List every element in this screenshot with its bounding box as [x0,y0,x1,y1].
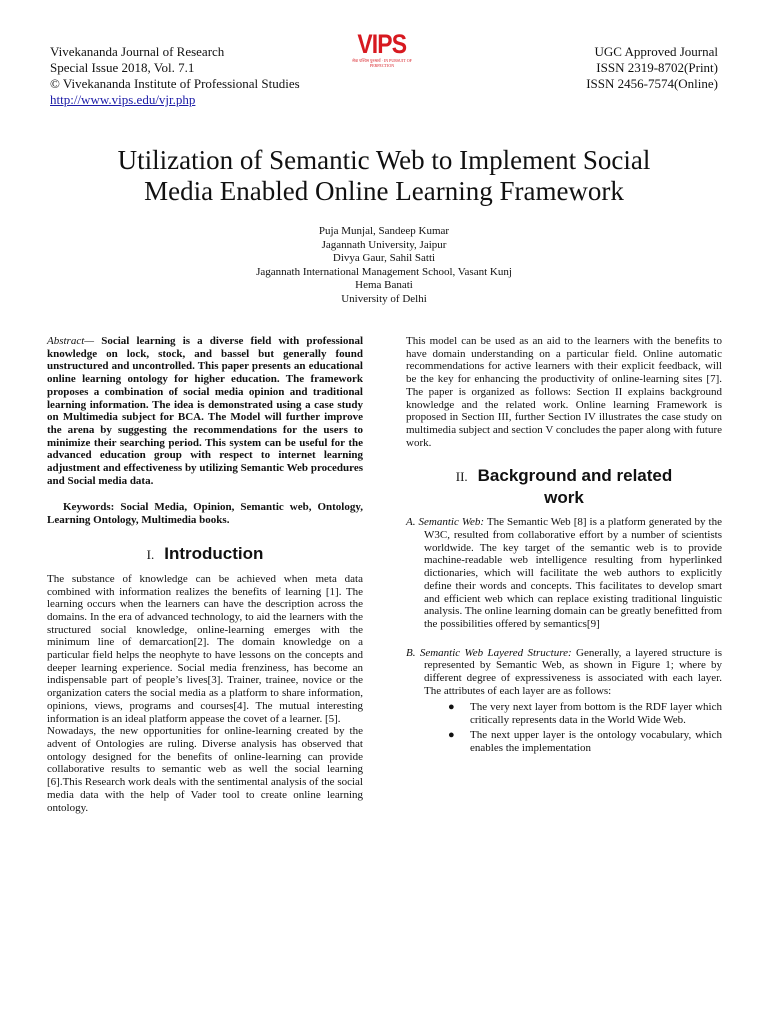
section-title-line-1: Background and related [477,466,673,486]
journal-header-left [50,44,300,108]
abstract-label: Abstract— [47,335,95,347]
logo-text: VIPS [357,29,407,59]
list-item [448,728,722,754]
layer-list [406,701,722,754]
title-line-1: Utilization of Semantic Web to Implement Social [117,145,651,175]
bullet-icon: ● [448,701,455,714]
section-title-line-2: work [544,488,584,508]
author-block [0,225,768,306]
journal-header-right [586,44,718,92]
affiliation-2: Jagannath International Management School, Vasant Kunj [256,265,512,278]
journal-link[interactable]: http://www.vips.edu/vjr.php [50,92,196,107]
subsection-a [406,516,722,630]
affiliation-3: University of Delhi [341,292,427,305]
journal-copyright: © Vivekananda Institute of Professional Studies [50,76,300,91]
authors-1: Puja Munjal, Sandeep Kumar [318,225,450,237]
intro-paragraph-1: The substance of knowledge can be achieved when meta data combined with information realizes the benefits of learning [1]. The learning occurs when the learners can have the description across the domains. In the era of advanced technology, to aid the learners with the structured social knowledge, online-learning emerges with the minimum line of demarcation[2]. The domain knowledge on a particular field helps the neophyte to have lessons on the concepts and deeper learning experience. Social media frenziness, has become an indispensable part of people’s lives[3]. Trainer, trainee, novice or the organization caters the social media as a platform to share information, opinions, views, programs and courses[4]. The mutual interesting information is an ideal platform appease the covet of a learner. [5]. [47,572,363,725]
affiliation-1: Jagannath University, Jaipur [321,238,447,251]
ugc-approval: UGC Approved Journal [594,44,718,59]
subsection-a-label: A. Semantic Web: [406,516,485,529]
section-heading-introduction [47,543,363,565]
subsection-b [406,646,722,698]
subsection-b-label: B. Semantic Web Layered Structure: [406,646,572,659]
keywords: Keywords: Social Media, Opinion, Semantic web, Ontology, Learning Ontology, Multimedia books. [47,501,363,527]
subsection-b-text: Generally, a layered structure is represented by Semantic Web, as shown in Figure 1; where by different degree of expressiveness is associated with each layer. The attributes of each layer are as follows: [424,646,722,697]
section-title: Introduction [164,543,264,563]
left-column [47,335,363,814]
list-item [448,701,722,727]
vips-logo [352,31,412,68]
authors-2: Divya Gaur, Sahil Satti [332,252,436,264]
authors-3: Hema Banati [355,279,413,291]
section-number: II. [455,469,468,485]
abstract-text: Social learning is a diverse field with professional knowledge on lock, stock, and bassel but generally found unstructured and uncontrolled. This paper presents an educational online learning ontology for higher education. The framework proposes a combination of social media opinion and traditional learning information. The idea is demonstrated using a case study on Multimedia subject for BCA. The Model will further improve the arena by suggesting the recommendations for the users to minimize their searching period. This system can be useful for the advanced education group with respect to internet learning adjustment and effectiveness by utilizing Semantic Web procedures and Social media data. [47,335,363,487]
right-paragraph-1: This model can be used as an aid to the learners with the benefits to have domain understanding on a particular field. Online automatic recommendations for active learners with their explicit feedback, will be the key for enhancing the productivity of online-learning sites [7]. The paper is organized as follows: Section II explains background knowledge and the related work. Online learning Framework is proposed in Section III, further Section IV illustrates the case study on multimedia subject and section V concludes the paper along with future work. [406,335,722,449]
journal-name: Vivekananda Journal of Research [50,44,225,59]
section-number: I. [146,546,155,562]
subsection-a-text: The Semantic Web [8] is a platform generated by the W3C, resulted from collaborative effort by a number of scientists worldwide. The key target of the semantic web is to provide machine-readable web intelligence resulting from hyperlinked dictionaries, which will facilitate the web authors to explicitly define their words and concepts. This facilitates to develop smart and efficient web which can replace existing traditional linguistic analysis. The online learning domain can be greatly benefitted from the possibilities offered by semantics[9] [424,516,722,630]
list-item-text: The next upper layer is the ontology vocabulary, which enables the implementation [470,728,722,754]
bullet-icon: ● [448,728,455,741]
list-item-text: The very next layer from bottom is the RDF layer which critically represents data in the World Wide Web. [470,701,722,727]
issn-print: ISSN 2319-8702(Print) [596,60,718,75]
issn-online: ISSN 2456-7574(Online) [586,76,718,91]
title-line-2: Media Enabled Online Learning Framework [144,176,624,206]
intro-paragraph-2: Nowadays, the new opportunities for online-learning created by the advent of Ontologies are ruling. Diverse analysis has observed that ontology designed for the benefits of online-learning can provide collaborative results to semantic web as well the social learning [6].This Research work deals with the sentimental analysis of the social media data with the help of Vader tool to create online learning ontology. [47,725,363,814]
paper-title [40,145,728,207]
logo-subtext: सेवा पश्चिम पुरुषार्थ · IN PURSUIT OF PERFECTION [352,58,412,68]
right-column [406,335,722,756]
journal-issue: Special Issue 2018, Vol. 7.1 [50,60,195,75]
abstract [47,335,363,487]
section-heading-background [406,465,722,508]
